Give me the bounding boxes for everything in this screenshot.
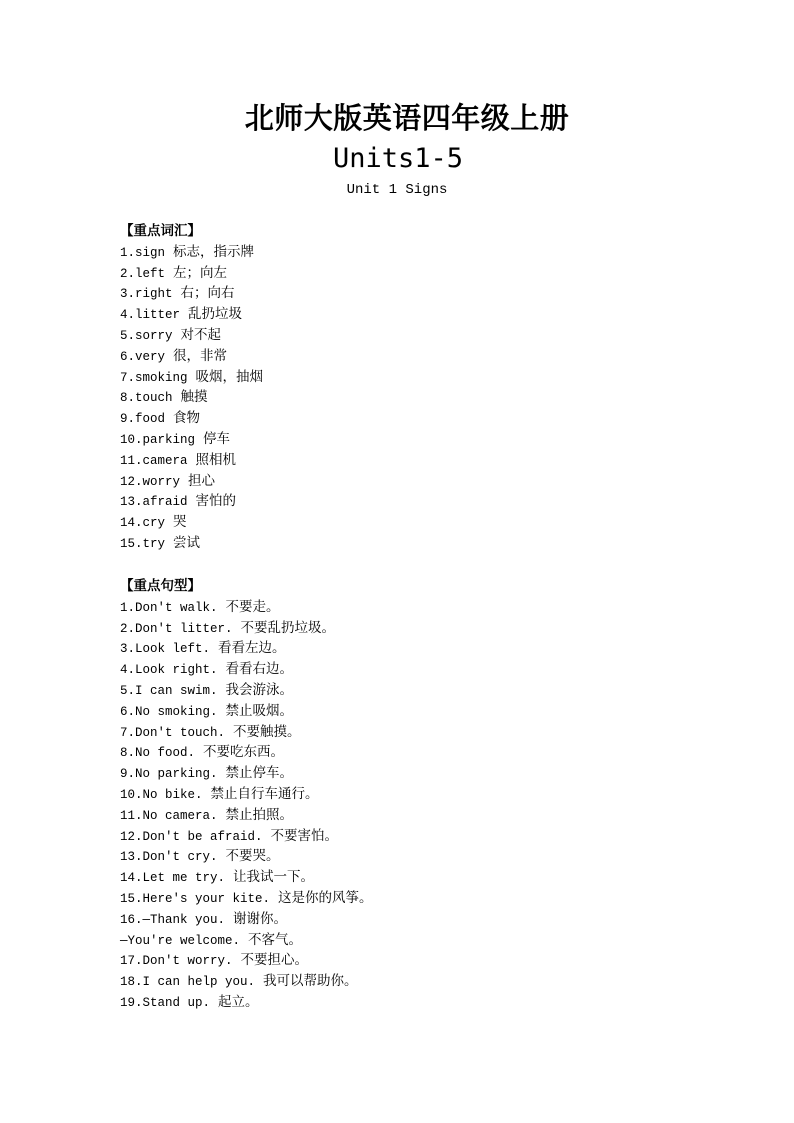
sentence-item-english: 12.Don't be afraid. [120, 829, 263, 844]
vocab-item [120, 325, 740, 346]
sentence-item-english: 3.Look left. [120, 642, 211, 657]
vocab-item-english: 15.try [120, 536, 166, 551]
vocab-item-english: 8.touch [120, 391, 173, 406]
sentence-item-chinese: 看看左边。 [218, 640, 286, 657]
sentence-item [120, 846, 740, 867]
vocab-item-english: 6.very [120, 349, 166, 364]
vocabulary-header: 【重点词汇】 [120, 223, 201, 239]
sentence-item-chinese: 看看右边。 [225, 661, 294, 678]
vocab-item-chinese: 担心 [188, 472, 216, 489]
sentence-item-english: 2.Don't litter. [120, 621, 233, 636]
sentence-item [120, 805, 740, 826]
vocab-item [120, 283, 740, 304]
sentence-item-english: 10.No bike. [120, 787, 203, 802]
sentence-item [120, 909, 740, 930]
vocab-item-chinese: 触摸 [180, 389, 208, 406]
sentence-item-english: 18.I can help you. [120, 975, 256, 990]
vocab-item-chinese: 很，非常 [173, 347, 228, 364]
vocab-item [120, 387, 740, 408]
vocab-item [120, 491, 740, 512]
sentence-item-english: 8.No food. [120, 746, 196, 761]
vocab-item [120, 533, 740, 554]
vocabulary-section [120, 221, 740, 554]
sentence-item [120, 722, 740, 743]
sentence-item-chinese: 不要吃东西。 [203, 744, 285, 761]
sentence-item [120, 888, 740, 909]
vocab-item [120, 408, 740, 429]
vocab-item [120, 471, 740, 492]
sentence-item [120, 742, 740, 763]
sentence-item-english: 5.I can swim. [120, 683, 218, 698]
sentence-item-english: —You're welcome. [120, 933, 241, 948]
sentence-item-english: 1.Don't walk. [120, 600, 218, 615]
vocab-item-english: 9.food [120, 412, 166, 427]
vocab-item-chinese: 哭 [173, 514, 187, 531]
vocab-item [120, 346, 740, 367]
vocab-item-chinese: 对不起 [180, 326, 222, 343]
sentence-item-english: 6.No smoking. [120, 704, 218, 719]
document-title-units: Units1-5 [332, 143, 464, 174]
sentence-item-chinese: 这是你的风筝。 [278, 889, 373, 906]
sentence-item [120, 597, 740, 618]
sentence-item-chinese: 不要走。 [225, 598, 280, 615]
sentence-item [120, 826, 740, 847]
vocab-item [120, 429, 740, 450]
vocab-item-english: 7.smoking [120, 370, 188, 385]
sentence-item-chinese: 不客气。 [248, 931, 303, 948]
sentence-item-chinese: 禁止停车。 [225, 765, 294, 782]
sentence-item-chinese: 禁止拍照。 [225, 806, 294, 823]
vocab-item [120, 304, 740, 325]
sentence-item-english: 17.Don't worry. [120, 954, 233, 969]
vocab-item-chinese: 标志，指示牌 [173, 243, 255, 260]
sentence-item-chinese: 不要乱扔垃圾。 [240, 619, 336, 636]
sentence-item-chinese: 禁止自行车通行。 [210, 785, 319, 802]
vocab-item-english: 3.right [120, 287, 173, 302]
sentence-item-english: 4.Look right. [120, 663, 218, 678]
document-title-chinese: 北师大版英语四年级上册 [244, 101, 570, 135]
sentence-item-chinese: 禁止吸烟。 [225, 702, 294, 719]
sentence-item-chinese: 让我试一下。 [233, 869, 315, 886]
sentence-item-english: 19.Stand up. [120, 995, 211, 1010]
sentence-item [120, 659, 740, 680]
unit-subtitle: Unit 1 Signs [346, 182, 448, 198]
sentence-item-english: 7.Don't touch. [120, 725, 226, 740]
vocabulary-list [120, 242, 740, 554]
sentences-section [120, 576, 740, 1013]
vocab-item-english: 1.sign [120, 245, 166, 260]
vocab-item-chinese: 右；向右 [180, 285, 235, 302]
vocab-item-english: 4.litter [120, 308, 181, 323]
vocab-item-english: 12.worry [120, 474, 181, 489]
vocab-item [120, 450, 740, 471]
sentence-item-english: 11.No camera. [120, 808, 218, 823]
sentence-item-english: 13.Don't cry. [120, 850, 218, 865]
vocab-item-chinese: 停车 [203, 430, 231, 447]
sentences-list [120, 597, 740, 1013]
sentence-item-chinese: 我会游泳。 [225, 681, 294, 698]
vocab-item-chinese: 尝试 [173, 534, 201, 551]
sentence-item [120, 784, 740, 805]
vocab-item-english: 5.sorry [120, 328, 173, 343]
sentence-item [120, 930, 740, 951]
vocab-item-chinese: 乱扔垃圾 [188, 306, 243, 323]
sentence-item [120, 992, 740, 1013]
vocab-item-english: 2.left [120, 266, 166, 281]
sentence-item [120, 701, 740, 722]
vocab-item [120, 367, 740, 388]
sentence-item [120, 680, 740, 701]
sentence-item-english: 14.Let me try. [120, 871, 226, 886]
vocab-item-english: 14.cry [120, 516, 166, 531]
sentence-item [120, 638, 740, 659]
vocab-item-chinese: 吸烟，抽烟 [195, 368, 264, 385]
vocab-item-chinese: 害怕的 [195, 493, 237, 510]
sentence-item [120, 867, 740, 888]
vocab-item-chinese: 照相机 [195, 451, 237, 468]
vocab-item-english: 11.camera [120, 453, 188, 468]
sentence-item-chinese: 不要担心。 [240, 952, 309, 969]
vocab-item [120, 512, 740, 533]
vocab-item [120, 242, 740, 263]
sentence-item [120, 618, 740, 639]
sentences-header: 【重点句型】 [120, 578, 201, 594]
sentence-item [120, 763, 740, 784]
vocab-item-chinese: 左；向左 [173, 264, 228, 281]
vocab-item-english: 13.afraid [120, 495, 188, 510]
sentence-item-chinese: 不要害怕。 [270, 827, 339, 844]
vocab-item-chinese: 食物 [173, 410, 201, 427]
sentence-item-chinese: 不要触摸。 [233, 723, 301, 740]
sentence-item [120, 950, 740, 971]
sentence-item-english: 16.—Thank you. [120, 912, 226, 927]
sentence-item-english: 15.Here's your kite. [120, 891, 271, 906]
vocab-item [120, 263, 740, 284]
sentence-item-chinese: 不要哭。 [225, 848, 280, 865]
sentence-item-english: 9.No parking. [120, 767, 218, 782]
sentence-item-chinese: 我可以帮助你。 [263, 973, 358, 990]
vocab-item-english: 10.parking [120, 432, 196, 447]
sentence-item-chinese: 谢谢你。 [233, 910, 288, 927]
sentence-item [120, 971, 740, 992]
sentence-item-chinese: 起立。 [218, 993, 259, 1010]
